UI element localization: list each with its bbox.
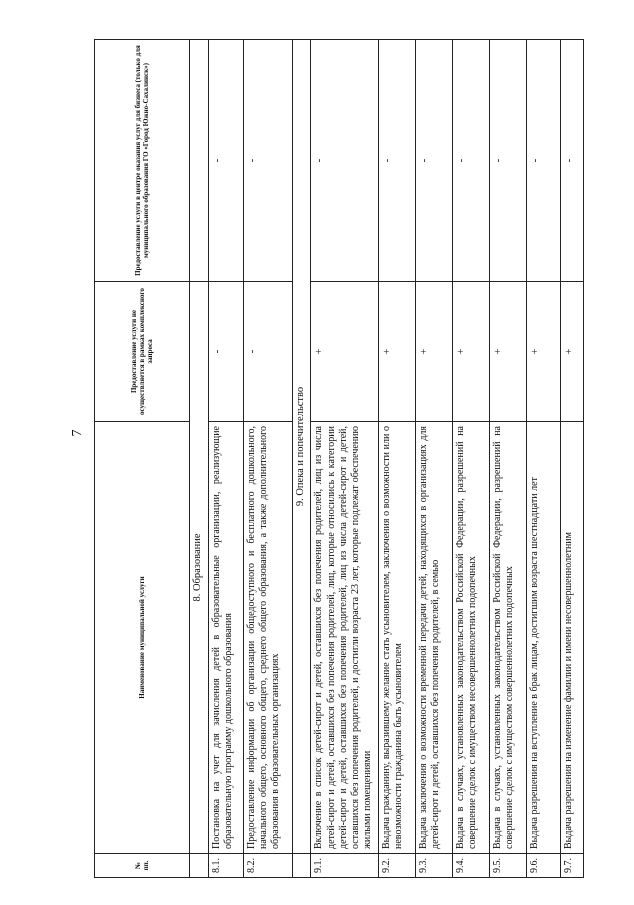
row-complex-mark: + [489,282,526,422]
row-complex-mark: - [208,282,243,422]
section-num-cell [190,854,208,878]
row-business-mark: - [561,40,584,282]
table-row [415,40,452,878]
row-service-name: Выдача заключения о возможности временной передачи детей, находящихся в организациях для детей-сирот и детей, оставшихся без попечения родителей, в семью [415,422,452,854]
row-complex-mark: + [526,282,561,422]
row-business-mark: - [378,40,415,282]
row-num: 9.4. [452,854,489,878]
row-num: 9.7. [561,854,584,878]
row-service-name: Включение в список детей-сирот и детей, оставшихся без попечения родителей, лиц из числа детей-сирот и детей, оставшихся без попечения родителей, лиц, которые относились к категории детей-сирот и детей, оставшихся без попечения родителей, лиц из числа детей-сирот и детей, оставшихся без попечения родителей, и достигли возраста 23 лет, которые подлежат обеспечению жилыми помещениями [311,422,379,854]
row-business-mark: - [415,40,452,282]
section-title-guardianship: 9. Опека и попечительство [292,40,310,854]
row-service-name: Выдача разрешения на вступление в брак лицам, достигшим возраста шестнадцати лет [526,422,561,854]
row-num: 8.1. [208,854,243,878]
row-complex-mark: + [311,282,379,422]
row-complex-mark: + [561,282,584,422]
section-num-cell [292,854,310,878]
row-num: 8.2. [243,854,292,878]
header-business: Предоставление услуги в центре оказания услуг для бизнеса (только для муниципального образования ГО «Город Южно-Сахалинск») [95,40,190,282]
row-num: 9.6. [526,854,561,878]
header-num: № пп. [95,854,190,878]
row-business-mark: - [526,40,561,282]
row-num: 9.3. [415,854,452,878]
row-num: 9.1. [311,854,379,878]
row-business-mark: - [489,40,526,282]
row-business-mark: - [243,40,292,282]
rotated-table-wrapper [94,40,584,878]
row-service-name: Выдача в случаях, установленных законодательством Российской Федерации, разрешений на совершение сделок с имуществом несовершеннолетних подопечных [452,422,489,854]
section-row-education [190,40,208,878]
table-row [378,40,415,878]
row-num: 9.5. [489,854,526,878]
rotated-table-container [94,40,584,878]
table-row [526,40,561,878]
table-row [311,40,379,878]
table-row [489,40,526,878]
page-number: 7 [70,429,85,437]
services-table [94,39,584,878]
row-service-name: Выдача в случаях, установленных законодательством Российской Федерации, разрешений на совершение сделок с имуществом совершеннолетних подопечных [489,422,526,854]
row-business-mark: - [311,40,379,282]
row-complex-mark: + [378,282,415,422]
table-row [243,40,292,878]
row-complex-mark: - [243,282,292,422]
header-complex: Предоставление услуги не осуществляется в рамках комплексного запроса [95,282,190,422]
section-empty-cell [190,40,208,282]
header-name: Наименование муниципальной услуги [95,422,190,854]
row-num: 9.2. [378,854,415,878]
section-title-education: 8. Образование [190,282,208,854]
row-complex-mark: + [415,282,452,422]
table-header-row [95,40,190,878]
table-row [561,40,584,878]
table-row [452,40,489,878]
section-row-guardianship [292,40,310,878]
row-service-name: Постановка на учет для зачисления детей в образовательные организации, реализующие образовательную программу дошкольного образования [208,422,243,854]
row-service-name: Выдача разрешения на изменение фамилии и имени несовершеннолетним [561,422,584,854]
row-business-mark: - [452,40,489,282]
row-business-mark: - [208,40,243,282]
table-row [208,40,243,878]
row-service-name: Выдача гражданину, выразившему желание стать усыновителем, заключения о возможности или о невозможности гражданина быть усыновителем [378,422,415,854]
row-complex-mark: + [452,282,489,422]
row-service-name: Предоставление информации об организации общедоступного и бесплатного дошкольного, начального общего, основного общего, среднего общего образования, а также дополнительного образования в образовательных организациях [243,422,292,854]
